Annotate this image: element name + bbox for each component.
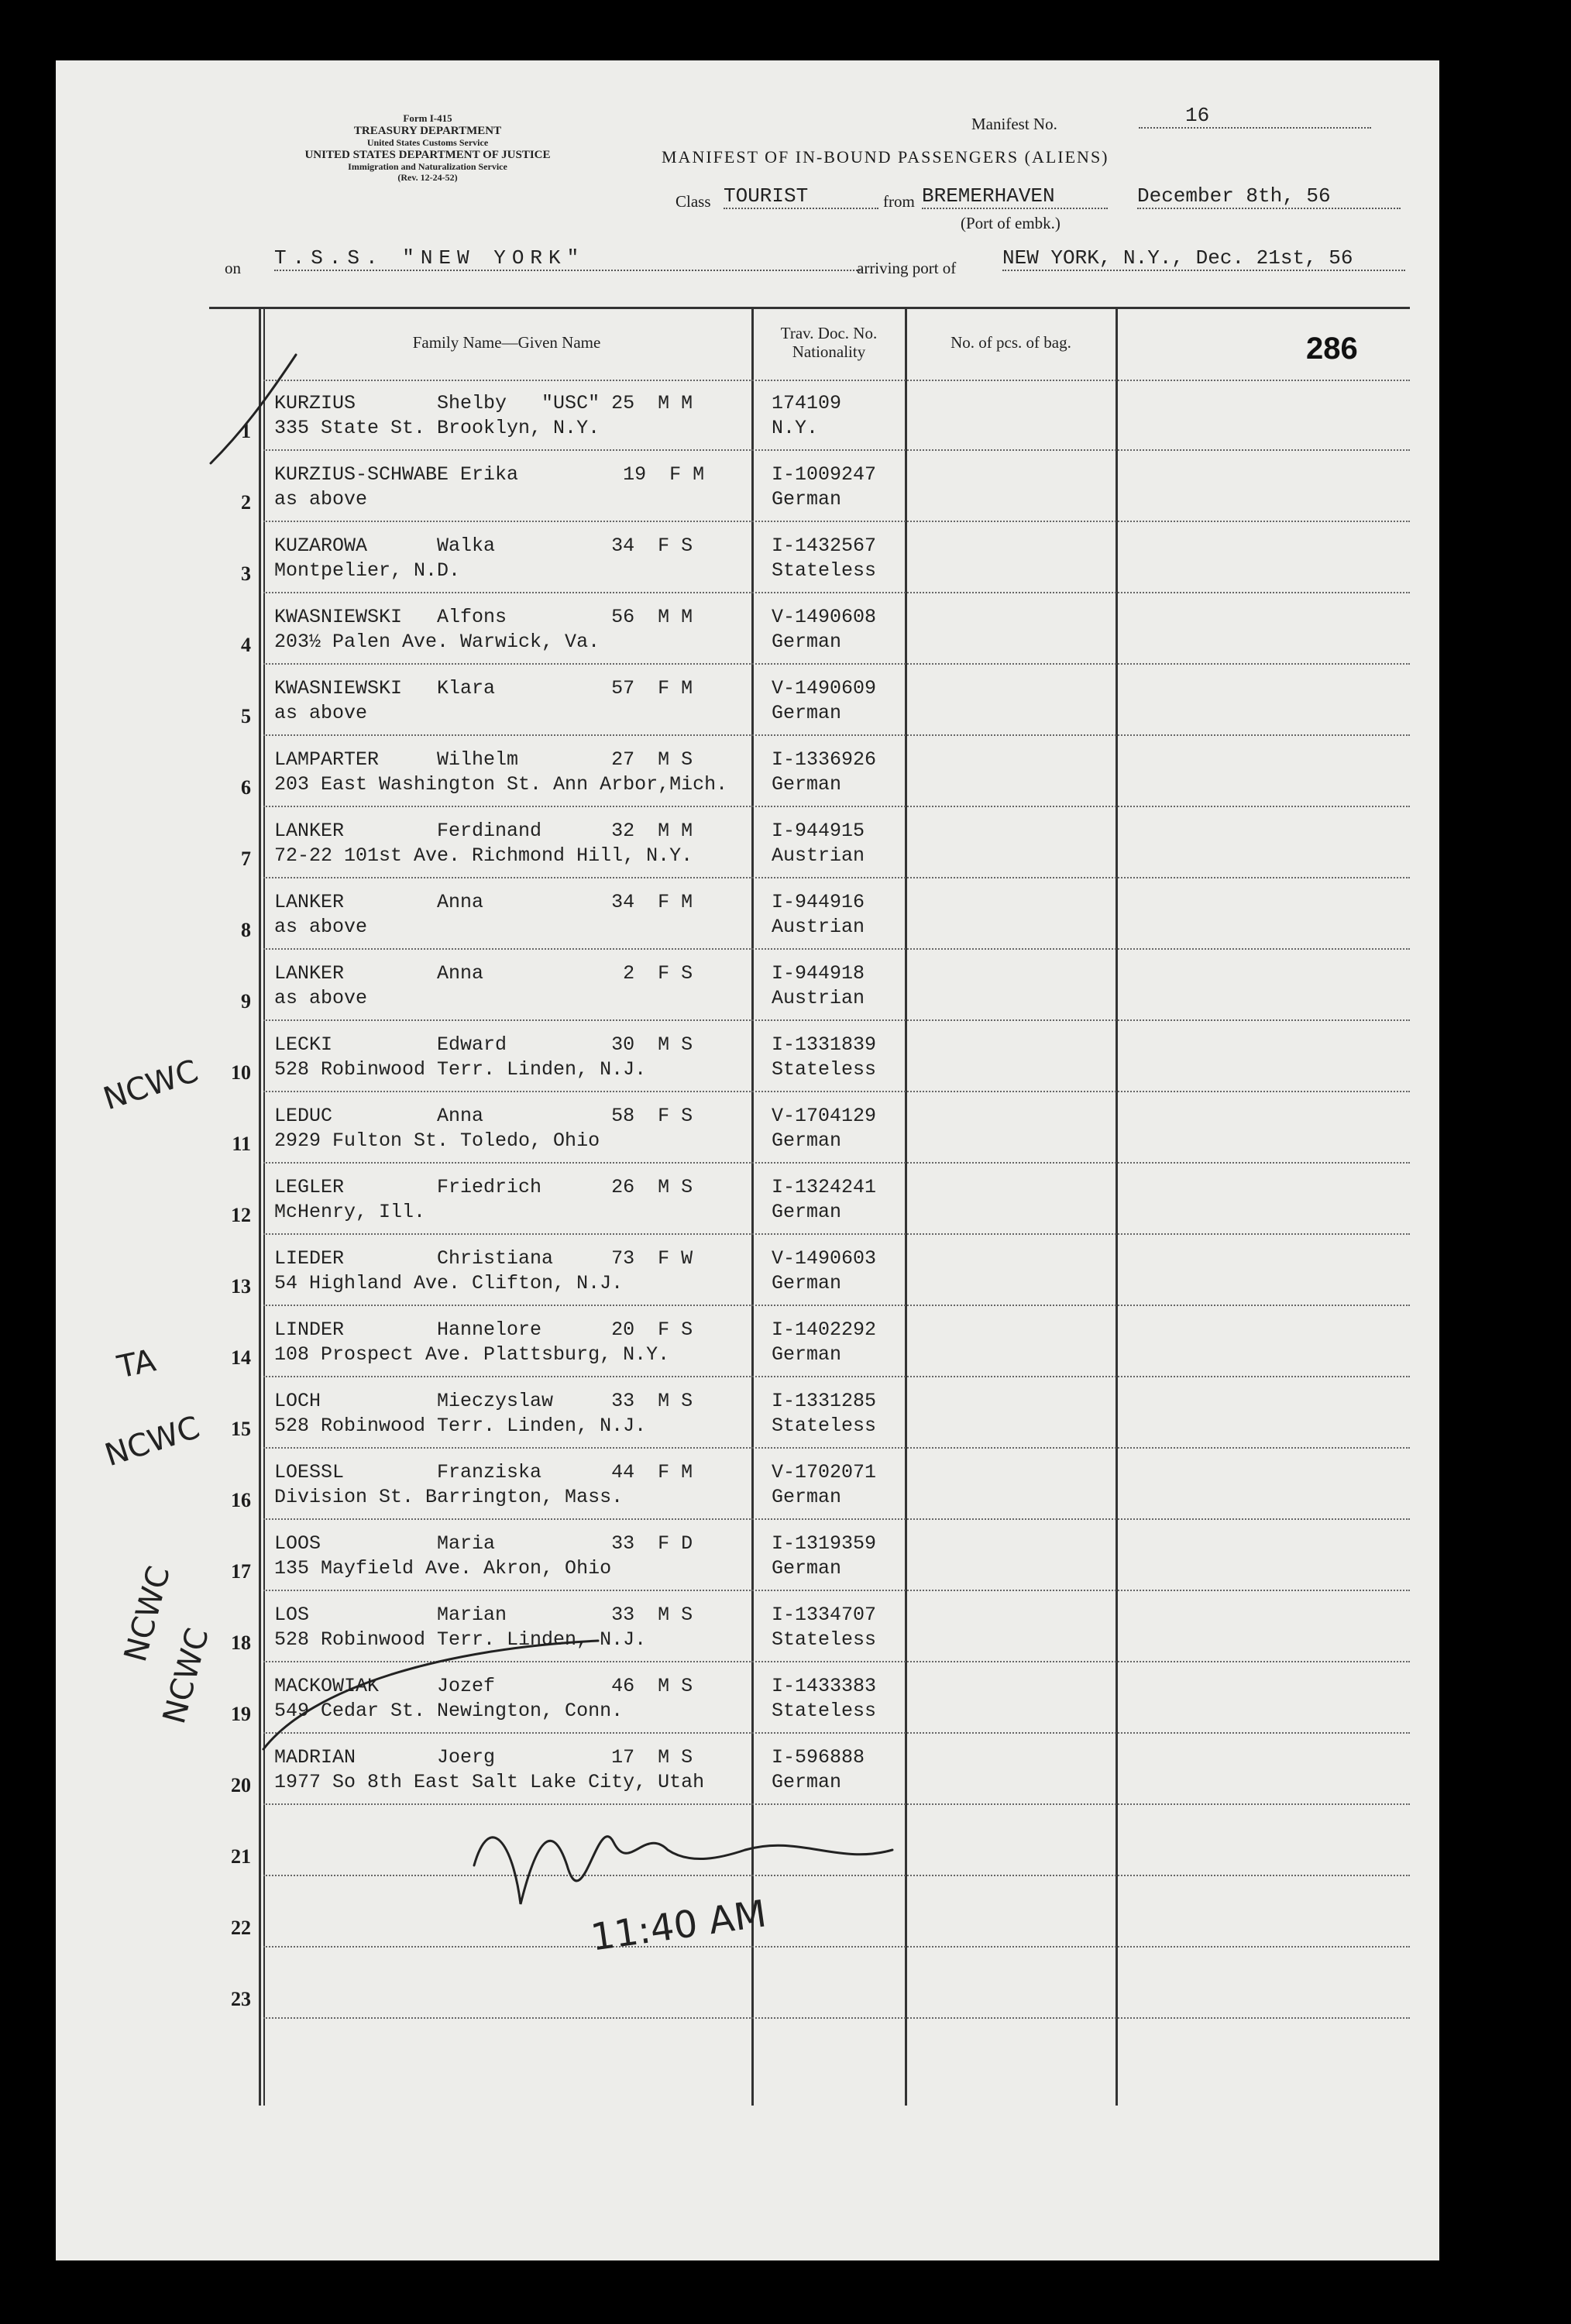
handwritten-ncwc-4: NCWC	[156, 1624, 216, 1728]
passenger-name-age-sex: LEDUC Anna 58 F S	[274, 1105, 693, 1127]
travel-document-number: I-1433383	[772, 1675, 877, 1697]
row-number: 13	[231, 1275, 251, 1298]
row-number: 23	[231, 1988, 251, 2010]
nationality: Austrian	[772, 844, 865, 867]
travel-document-number: I-596888	[772, 1746, 865, 1769]
nationality: Stateless	[772, 559, 877, 582]
row-number: 20	[231, 1774, 251, 1796]
passenger-name-age-sex: KURZIUS-SCHWABE Erika 19 F M	[274, 463, 705, 486]
passenger-address: as above	[274, 702, 368, 724]
handwritten-ncwc-2: NCWC	[100, 1409, 205, 1474]
passenger-address: 54 Highland Ave. Clifton, N.J.	[274, 1272, 624, 1294]
justice-department: UNITED STATES DEPARTMENT OF JUSTICE	[304, 148, 551, 161]
passenger-name-age-sex: MADRIAN Joerg 17 M S	[274, 1746, 693, 1769]
passenger-name-age-sex: KWASNIEWSKI Klara 57 F M	[274, 677, 693, 700]
travel-document-number: I-1319359	[772, 1532, 877, 1555]
row-number: 12	[231, 1204, 251, 1226]
class-value: TOURIST	[724, 184, 878, 209]
travel-document-number: I-944915	[772, 820, 865, 842]
nationality: Stateless	[772, 1628, 877, 1651]
nationality: German	[772, 1557, 842, 1580]
travel-document-number: I-1324241	[772, 1176, 877, 1198]
row-number: 5	[241, 705, 251, 727]
manifest-no-label: Manifest No.	[971, 115, 1057, 133]
on-label: on	[225, 259, 241, 277]
row-number: 17	[231, 1560, 251, 1583]
nationality: German	[772, 1129, 842, 1152]
handwritten-ncwc-3: NCWC	[118, 1562, 177, 1666]
row-number: 8	[241, 919, 251, 941]
row-number: 6	[241, 776, 251, 799]
passenger-address: 335 State St. Brooklyn, N.Y.	[274, 417, 600, 439]
nationality: German	[772, 1272, 842, 1294]
row-number: 2	[241, 491, 251, 514]
travel-document-number: V-1490603	[772, 1247, 877, 1270]
ship-name: T.S.S. "NEW YORK"	[274, 246, 863, 271]
nationality: German	[772, 1201, 842, 1223]
nationality: German	[772, 488, 842, 511]
handwritten-ta: TA	[114, 1342, 159, 1386]
travel-document-number: V-1704129	[772, 1105, 877, 1127]
travel-document-number: I-1009247	[772, 463, 877, 486]
nationality: Stateless	[772, 1415, 877, 1437]
passenger-address: as above	[274, 916, 368, 938]
revision-date: (Rev. 12-24-52)	[397, 172, 458, 184]
nationality: N.Y.	[772, 417, 819, 439]
passenger-address: 528 Robinwood Terr. Linden, N.J.	[274, 1628, 647, 1651]
passenger-address: as above	[274, 488, 368, 511]
nationality: German	[772, 1343, 842, 1366]
travel-document-number: I-1331839	[772, 1033, 877, 1056]
nationality: German	[772, 773, 842, 796]
column-header-name: Family Name—Given Name	[412, 333, 601, 352]
passenger-name-age-sex: LANKER Anna 2 F S	[274, 962, 693, 985]
passenger-address: 528 Robinwood Terr. Linden, N.J.	[274, 1415, 647, 1437]
passenger-address: 108 Prospect Ave. Plattsburg, N.Y.	[274, 1343, 670, 1366]
nationality: German	[772, 1486, 842, 1508]
customs-service: United States Customs Service	[366, 137, 489, 149]
from-label: from	[883, 192, 915, 211]
passenger-address: 528 Robinwood Terr. Linden, N.J.	[274, 1058, 647, 1081]
row-number: 18	[231, 1631, 251, 1654]
nationality: Stateless	[772, 1058, 877, 1081]
passenger-name-age-sex: KUZAROWA Walka 34 F S	[274, 535, 693, 557]
travel-document-number: V-1702071	[772, 1461, 877, 1483]
row-number: 15	[231, 1418, 251, 1440]
passenger-name-age-sex: KWASNIEWSKI Alfons 56 M M	[274, 606, 693, 628]
passenger-name-age-sex: LINDER Hannelore 20 F S	[274, 1318, 693, 1341]
passenger-name-age-sex: LOS Marian 33 M S	[274, 1604, 693, 1626]
nationality: Austrian	[772, 987, 865, 1009]
row-number: 21	[231, 1845, 251, 1868]
passenger-address: Montpelier, N.D.	[274, 559, 461, 582]
manifest-title: MANIFEST OF IN-BOUND PASSENGERS (ALIENS)	[662, 147, 1109, 167]
nationality: Austrian	[772, 916, 865, 938]
travel-document-number: I-1331285	[772, 1390, 877, 1412]
passenger-name-age-sex: LECKI Edward 30 M S	[274, 1033, 693, 1056]
column-header-doc: Trav. Doc. No. Nationality	[780, 324, 878, 362]
embark-date: December 8th, 56	[1137, 184, 1401, 209]
arrival-port-date: NEW YORK, N.Y., Dec. 21st, 56	[1002, 246, 1405, 271]
immigration-service: Immigration and Naturalization Service	[348, 161, 507, 173]
passenger-name-age-sex: LANKER Ferdinand 32 M M	[274, 820, 693, 842]
passenger-address: 1977 So 8th East Salt Lake City, Utah	[274, 1771, 705, 1793]
row-number: 9	[241, 990, 251, 1012]
row-number: 14	[231, 1346, 251, 1369]
passenger-name-age-sex: LOCH Mieczyslaw 33 M S	[274, 1390, 693, 1412]
handwritten-time: 11:40 AM	[588, 1892, 769, 1960]
passenger-address: 203½ Palen Ave. Warwick, Va.	[274, 631, 600, 653]
handwritten-ncwc-1: NCWC	[98, 1053, 203, 1118]
manifest-page	[56, 60, 1439, 2260]
travel-document-number: I-1334707	[772, 1604, 877, 1626]
passenger-name-age-sex: LOESSL Franziska 44 F M	[274, 1461, 693, 1483]
row-number: 1	[241, 420, 251, 442]
row-number: 19	[231, 1703, 251, 1725]
page-number: 286	[1306, 332, 1358, 366]
row-number: 4	[241, 634, 251, 656]
inspector-signature	[474, 1837, 745, 1904]
passenger-address: Division St. Barrington, Mass.	[274, 1486, 624, 1508]
nationality: German	[772, 702, 842, 724]
travel-document-number: I-944918	[772, 962, 865, 985]
passenger-address: 203 East Washington St. Ann Arbor,Mich.	[274, 773, 728, 796]
row-number: 3	[241, 562, 251, 585]
form-number: Form I-415	[403, 112, 452, 124]
travel-document-number: I-1402292	[772, 1318, 877, 1341]
passenger-address: McHenry, Ill.	[274, 1201, 426, 1223]
check-mark-1	[211, 355, 296, 463]
travel-document-number: 174109	[772, 392, 842, 414]
passenger-address: 135 Mayfield Ave. Akron, Ohio	[274, 1557, 612, 1580]
from-value: BREMERHAVEN	[922, 184, 1108, 209]
travel-document-number: V-1490608	[772, 606, 877, 628]
row-number: 10	[231, 1061, 251, 1084]
travel-document-number: V-1490609	[772, 677, 877, 700]
row-number: 22	[231, 1917, 251, 1939]
nationality: Stateless	[772, 1700, 877, 1722]
closing-check-line	[263, 1641, 598, 1749]
signature-tail	[745, 1845, 892, 1855]
passenger-name-age-sex: LIEDER Christiana 73 F W	[274, 1247, 693, 1270]
nationality: German	[772, 631, 842, 653]
passenger-address: as above	[274, 987, 368, 1009]
passenger-name-age-sex: LEGLER Friedrich 26 M S	[274, 1176, 693, 1198]
arriving-port-label: arriving port of	[857, 259, 957, 277]
passenger-name-age-sex: LOOS Maria 33 F D	[274, 1532, 693, 1555]
class-label: Class	[675, 192, 711, 211]
row-number: 11	[232, 1133, 251, 1155]
nationality: German	[772, 1771, 842, 1793]
passenger-name-age-sex: MACKOWIAK Jozef 46 M S	[274, 1675, 693, 1697]
passenger-name-age-sex: LANKER Anna 34 F M	[274, 891, 693, 913]
row-number: 16	[231, 1489, 251, 1511]
travel-document-number: I-944916	[772, 891, 865, 913]
port-of-embarkation-note: (Port of embk.)	[961, 214, 1061, 232]
column-header-bags: No. of pcs. of bag.	[951, 333, 1071, 352]
manifest-no-value: 16	[1139, 104, 1371, 129]
passenger-name-age-sex: KURZIUS Shelby "USC" 25 M M	[274, 392, 693, 414]
passenger-name-age-sex: LAMPARTER Wilhelm 27 M S	[274, 748, 693, 771]
row-number: 7	[241, 847, 251, 870]
treasury-department: TREASURY DEPARTMENT	[353, 124, 502, 137]
travel-document-number: I-1336926	[772, 748, 877, 771]
passenger-address: 2929 Fulton St. Toledo, Ohio	[274, 1129, 600, 1152]
passenger-address: 72-22 101st Ave. Richmond Hill, N.Y.	[274, 844, 693, 867]
passenger-address: 549 Cedar St. Newington, Conn.	[274, 1700, 624, 1722]
travel-document-number: I-1432567	[772, 535, 877, 557]
